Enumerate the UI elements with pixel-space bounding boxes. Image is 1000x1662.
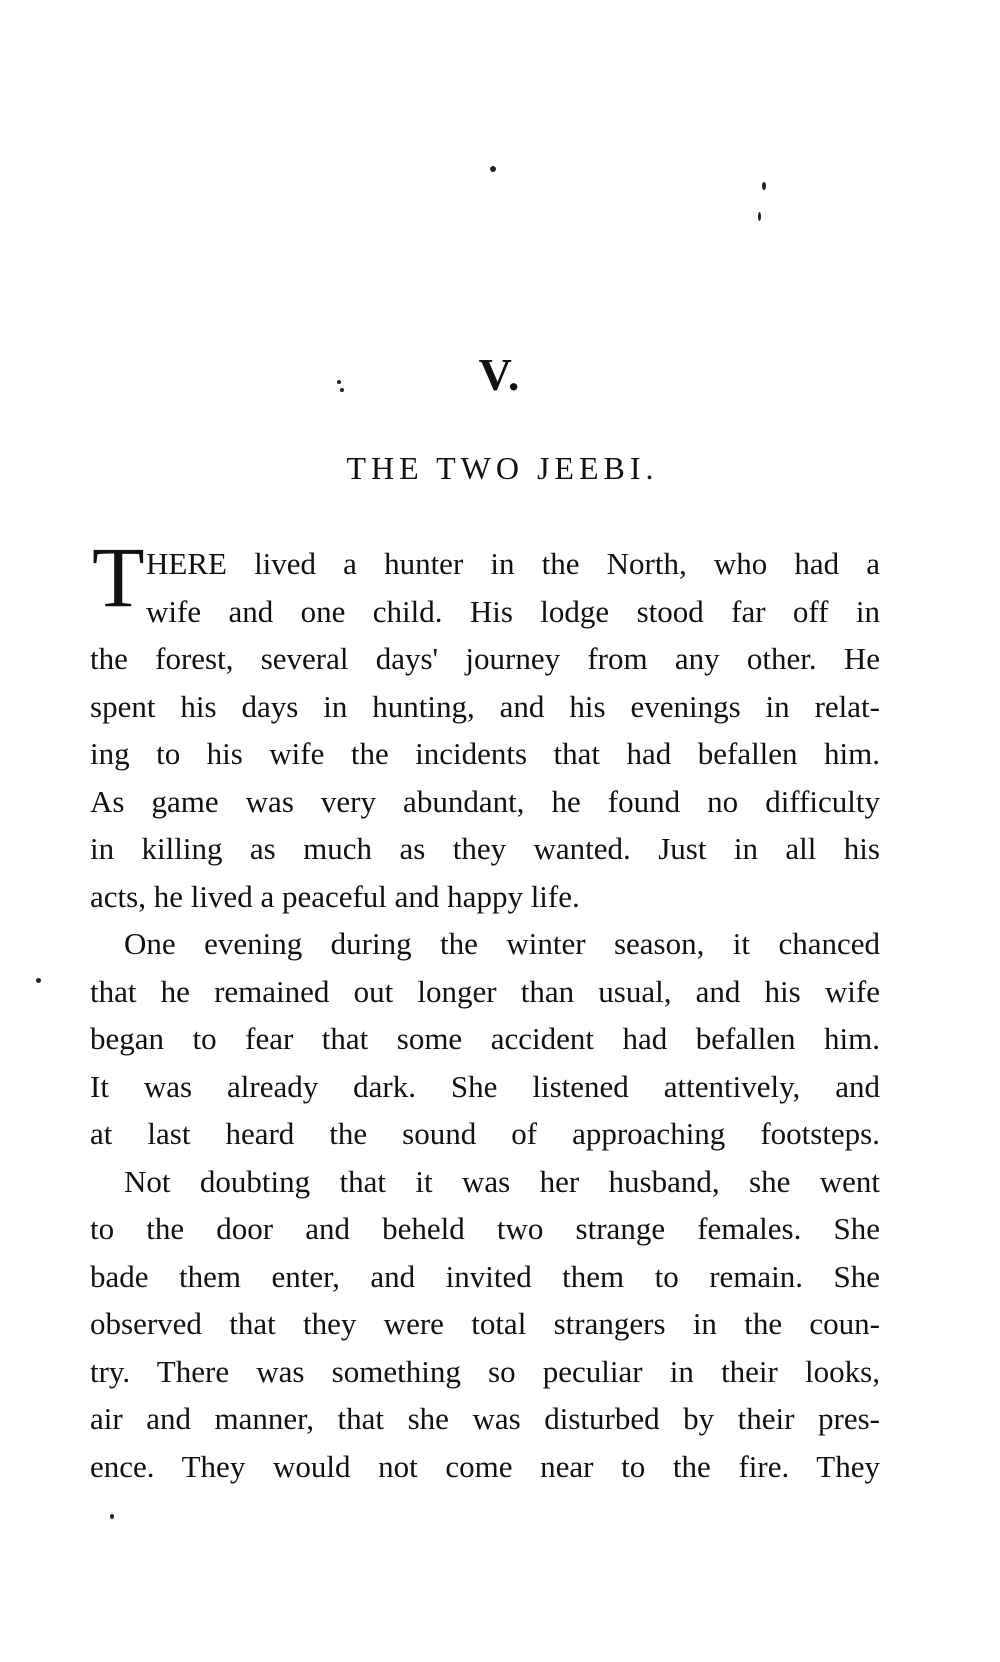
text-line: wife and one child. His lodge stood far off in: [146, 593, 880, 629]
chapter-number: V.: [478, 349, 522, 400]
text-line: to the door and beheld two strange females. She: [90, 1211, 880, 1246]
print-speck: [490, 166, 496, 172]
text-line: spent his days in hunting, and his evenings in relat-: [90, 688, 880, 724]
text-line: that he remained out longer than usual, and his wife: [90, 973, 880, 1009]
print-speck: [762, 182, 766, 190]
text-line: It was already dark. She listened attentively, and: [90, 1068, 880, 1104]
text-line: the forest, several days' journey from any other. He: [90, 641, 880, 676]
text-line: As game was very abundant, he found no difficulty: [90, 783, 880, 819]
text-line: Not doubting that it was her husband, she went: [124, 1163, 880, 1199]
text-line: ence. They would not come near to the fire. They: [90, 1448, 880, 1484]
text-line: at last heard the sound of approaching footsteps.: [90, 1116, 880, 1151]
print-speck: [110, 1514, 114, 1519]
chapter-body: [90, 540, 880, 1490]
text-line: HERE lived a hunter in the North, who had a: [146, 546, 880, 581]
text-line: One evening during the winter season, it chanced: [124, 926, 880, 961]
text-line: observed that they were total strangers in the coun-: [90, 1306, 880, 1341]
text-line: air and manner, that she was disturbed by their pres-: [90, 1401, 880, 1436]
text-line: acts, he lived a peaceful and happy life.: [90, 878, 580, 914]
text-line: bade them enter, and invited them to remain. She: [90, 1258, 880, 1294]
print-speck: [758, 212, 761, 221]
chapter-title: THE TWO JEEBI.: [346, 450, 659, 486]
text-line: ing to his wife the incidents that had befallen him.: [90, 736, 880, 771]
text-line: try. There was something so peculiar in their looks,: [90, 1353, 880, 1389]
text-line: began to fear that some accident had befallen him.: [90, 1021, 880, 1056]
print-speck: [36, 978, 41, 983]
text-line: in killing as much as they wanted. Just in all his: [90, 831, 880, 866]
drop-cap: T: [92, 529, 145, 625]
